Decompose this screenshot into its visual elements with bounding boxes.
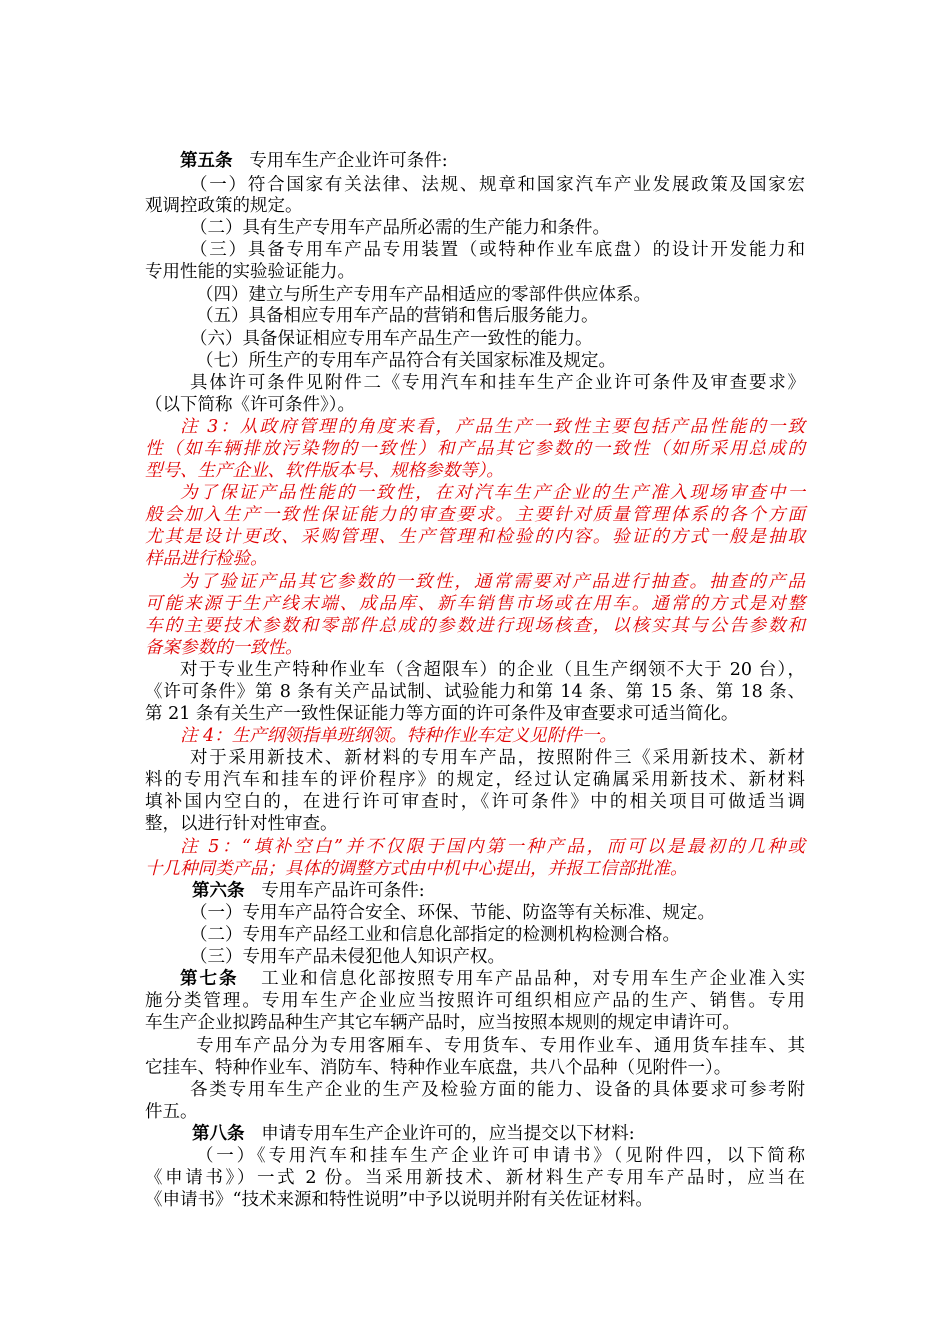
note-3-line-7: 样品进行检验。	[145, 549, 268, 569]
note-3-line-8: 为了验证产品其它参数的一致性，通常需要对产品进行抽查。抽查的产品	[180, 572, 805, 592]
article-7-line-2: 施分类管理。专用车生产企业应当按照许可组织相应产品的生产、销售。专用	[145, 991, 805, 1011]
article-5-title: 专用车生产企业许可条件:	[249, 151, 448, 171]
note-3-line-11: 备案参数的一致性。	[145, 638, 303, 658]
article-7-line-7: 件五。	[145, 1102, 198, 1122]
article-5-item-7: （七）所生产的专用车产品符合有关国家标准及规定。	[196, 351, 616, 371]
special-vehicle-para-1: 对于专业生产特种作业车（含超限车）的企业（且生产纲领不大于 20 台），	[180, 660, 805, 680]
article-6-item-1: （一）专用车产品符合安全、环保、节能、防盗等有关标准、规定。	[190, 903, 715, 923]
note-3-line-6: 尤其是设计更改、采购管理、生产管理和检验的内容。验证的方式一般是抽取	[145, 527, 805, 547]
article-7-number: 第七条	[180, 969, 239, 989]
article-5-detail-cont: （以下简称《许可条件》）。	[145, 395, 355, 415]
note-3-line-1: 注 3：从政府管理的角度来看，产品生产一致性主要包括产品性能的一致	[180, 417, 805, 437]
special-vehicle-para-2: 《许可条件》第 8 条有关产品试制、试验能力和第 14 条、第 15 条、第 18 条、	[145, 682, 805, 702]
note-3-line-9: 可能来源于生产线末端、成品库、新车销售市场或在用车。通常的方式是对整	[145, 594, 805, 614]
article-6-item-2: （二）专用车产品经工业和信息化部指定的检测机构检测合格。	[190, 925, 680, 945]
article-5-item-4: （四）建立与所生产专用车产品相适应的零部件供应体系。	[196, 285, 651, 305]
note-5-line-1: 注 5：“填补空白”并不仅限于国内第一种产品，而可以是最初的几种或	[180, 837, 805, 857]
article-5-item-1-cont: 观调控政策的规定。	[145, 196, 303, 216]
article-6-item-3: （三）专用车产品未侵犯他人知识产权。	[190, 947, 505, 967]
note-3-line-3: 型号、生产企业、软件版本号、规格参数等）。	[145, 461, 504, 481]
article-8-item-1: （一）《专用汽车和挂车生产企业许可申请书》（见附件四，以下简称	[196, 1146, 805, 1166]
special-vehicle-para-3: 第 21 条有关生产一致性保证能力等方面的许可条件及审查要求可适当简化。	[145, 704, 739, 724]
article-8-title: 申请专用车生产企业许可的，应当提交以下材料:	[261, 1124, 635, 1144]
article-6-heading	[192, 880, 425, 902]
article-5-heading	[180, 150, 448, 172]
note-4: 注 4：生产纲领指单班纲领。特种作业车定义见附件一。	[180, 726, 617, 746]
article-5-item-3: （三）具备专用车产品专用装置（或特种作业车底盘）的设计开发能力和	[190, 240, 805, 260]
article-6-number: 第六条	[192, 881, 245, 901]
article-7-line-5: 它挂车、特种作业车、消防车、特种作业车底盘，共八个品种（见附件一）。	[145, 1058, 732, 1078]
article-8-number: 第八条	[192, 1124, 245, 1144]
article-5-item-2: （二）具有生产专用车产品所必需的生产能力和条件。	[190, 218, 610, 238]
note-5-line-2: 十几种同类产品；具体的调整方式由中机中心提出，并报工信部批准。	[145, 859, 688, 879]
note-3-line-10: 车的主要技术参数和零部件总成的参数进行现场核查，以核实其与公告参数和	[145, 616, 805, 636]
article-5-detail: 具体许可条件见附件二《专用汽车和挂车生产企业许可条件及审查要求》	[190, 373, 805, 393]
note-3-line-5: 般会加入生产一致性保证能力的审查要求。主要针对质量管理体系的各个方面	[145, 505, 805, 525]
new-tech-para-1: 对于采用新技术、新材料的专用车产品，按照附件三《采用新技术、新材	[190, 748, 805, 768]
article-8-item-1-cont-1: 《申请书》）一式 2 份。当采用新技术、新材料生产专用车产品时，应当在	[145, 1168, 805, 1188]
new-tech-para-2: 料的专用汽车和挂车的评价程序》的规定，经过认定确属采用新技术、新材料	[145, 770, 805, 790]
article-7-line-6: 各类专用车生产企业的生产及检验方面的能力、设备的具体要求可参考附	[190, 1080, 805, 1100]
article-7-line-3: 车生产企业拟跨品种生产其它车辆产品时，应当按照本规则的规定申请许可。	[145, 1013, 740, 1033]
article-7-text: 工业和信息化部按照专用车产品品种，对专用车生产企业准入实	[261, 969, 805, 989]
note-3-line-2: 性（如车辆排放污染物的一致性）和产品其它参数的一致性（如所采用总成的	[145, 439, 805, 459]
article-5-item-1: （一）符合国家有关法律、法规、规章和国家汽车产业发展政策及国家宏	[190, 175, 805, 195]
article-7-line-4: 专用车产品分为专用客厢车、专用货车、专用作业车、通用货车挂车、其	[196, 1036, 805, 1056]
article-8-heading	[192, 1123, 635, 1145]
article-6-title: 专用车产品许可条件:	[261, 881, 425, 901]
new-tech-para-3: 填补国内空白的，在进行许可审查时，《许可条件》中的相关项目可做适当调	[145, 792, 805, 812]
article-7-heading	[180, 968, 805, 990]
article-5-item-3-cont: 专用性能的实验验证能力。	[145, 262, 355, 282]
article-5-item-6: （六）具备保证相应专用车产品生产一致性的能力。	[190, 329, 593, 349]
article-5-number: 第五条	[180, 151, 233, 171]
note-3-line-4: 为了保证产品性能的一致性，在对汽车生产企业的生产准入现场审查中一	[180, 483, 805, 503]
article-5-item-5: （五）具备相应专用车产品的营销和售后服务能力。	[196, 306, 599, 326]
new-tech-para-4: 整，以进行针对性审查。	[145, 814, 338, 834]
article-8-item-1-cont-2: 《申请书》“技术来源和特性说明”中予以说明并附有关佐证材料。	[145, 1190, 653, 1210]
